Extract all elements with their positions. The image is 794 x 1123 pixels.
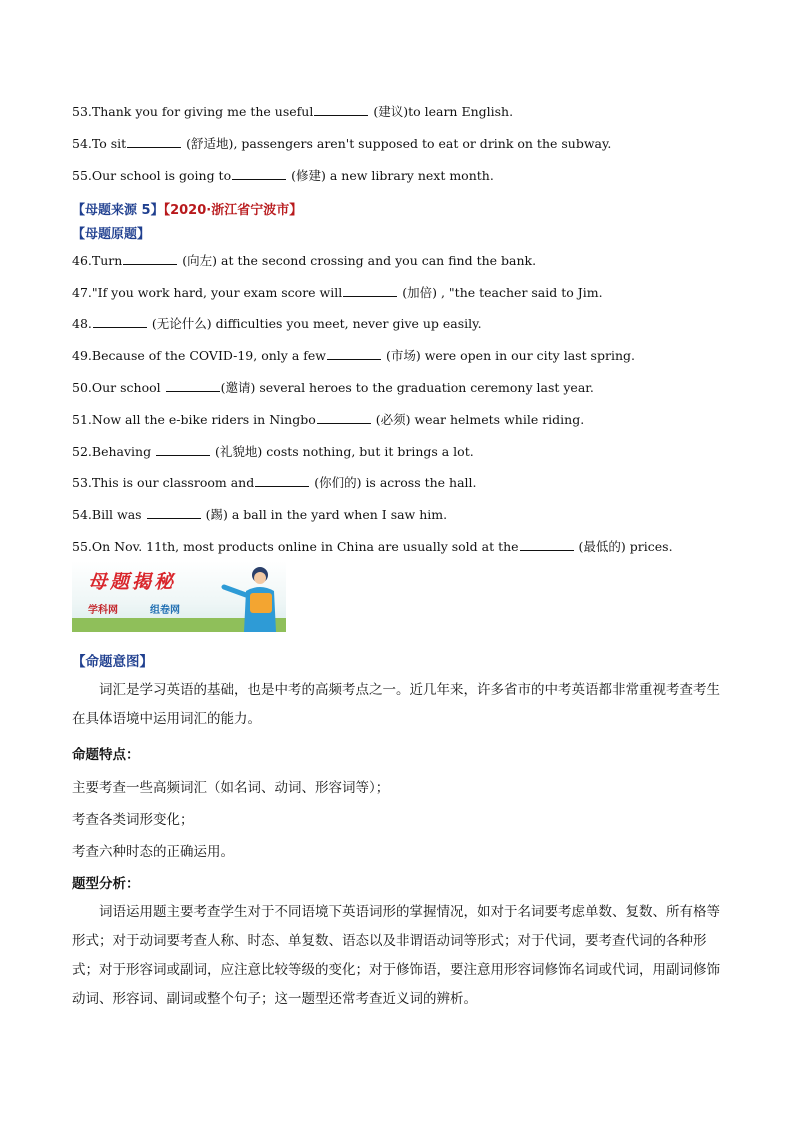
exercise-line: 52.Behaving (礼貌地) costs nothing, but it brings a lot.	[72, 444, 474, 459]
answer-blank[interactable]	[255, 474, 309, 487]
answer-blank[interactable]	[156, 443, 210, 456]
feature-item: 考查各类词形变化；	[72, 812, 194, 828]
exercise-line: 54.To sit (舒适地), passengers aren't supposed to eat or drink on the subway.	[72, 136, 612, 151]
answer-blank[interactable]	[123, 252, 177, 265]
answer-blank[interactable]	[343, 284, 397, 297]
answer-blank[interactable]	[520, 538, 574, 551]
answer-blank[interactable]	[147, 506, 201, 519]
intent-paragraph: 词汇是学习英语的基础，也是中考的高频考点之一。近几年来，许多省市的中考英语都非常重视考查考生在具体语境中运用词汇的能力。	[72, 682, 720, 727]
exercise-line: 53.This is our classroom and (你们的) is across the hall.	[72, 475, 477, 490]
analysis-heading: 题型分析：	[72, 876, 140, 892]
banner-image	[72, 561, 286, 632]
original-heading: 【母题原题】	[72, 227, 151, 242]
banner-title: 母题揭秘	[88, 571, 177, 593]
exercise-line: 50.Our school (邀请) several heroes to the graduation ceremony last year.	[72, 380, 594, 395]
analysis-paragraph: 词语运用题主要考查学生对于不同语境下英语词形的掌握情况，如对于名词要考虑单数、复数、所有格等形式；对于动词要考查人称、时态、单复数、语态以及非谓语动词等形式；对于代词，要考查代词的各种形式；对于形容词或副词，应注意比较等级的变化；对于修饰语，要注意用形容词修饰名词或代词，用副词修饰动词、形容词、副词或整个句子；这一题型还常考查近义词的辨析。	[72, 904, 720, 1007]
exercise-line: 55.Our school is going to (修建) a new library next month.	[72, 168, 494, 183]
teacher-figure-icon	[216, 561, 286, 632]
xkw-logo: 学科网	[88, 605, 118, 616]
answer-blank[interactable]	[127, 135, 181, 148]
source-heading: 【母题来源 5】【2020·浙江省宁波市】	[72, 203, 303, 218]
answer-blank[interactable]	[166, 379, 220, 392]
answer-blank[interactable]	[314, 103, 368, 116]
exercise-line: 48. (无论什么) difficulties you meet, never give up easily.	[72, 316, 482, 331]
exercise-line: 54.Bill was (踢) a ball in the yard when I saw him.	[72, 507, 448, 522]
answer-blank[interactable]	[327, 347, 381, 360]
features-heading: 命题特点：	[72, 747, 140, 763]
exercise-line: 51.Now all the e-bike riders in Ningbo (必须) wear helmets while riding.	[72, 412, 585, 427]
exercise-line: 46.Turn (向左) at the second crossing and you can find the bank.	[72, 253, 537, 268]
zjw-logo: 组卷网	[150, 605, 180, 616]
exercise-line: 49.Because of the COVID-19, only a few (市场) were open in our city last spring.	[72, 348, 635, 363]
intent-heading: 【命题意图】	[72, 654, 153, 670]
answer-blank[interactable]	[93, 315, 147, 328]
answer-blank[interactable]	[232, 167, 286, 180]
exercise-line: 47."If you work hard, your exam score will (加倍) , "the teacher said to Jim.	[72, 285, 603, 300]
exercise-line: 55.On Nov. 11th, most products online in China are usually sold at the (最低的) prices.	[72, 539, 673, 554]
feature-item: 主要考查一些高频词汇（如名词、动词、形容词等）；	[72, 780, 390, 796]
exercise-line: 53.Thank you for giving me the useful (建议)to learn English.	[72, 104, 514, 119]
feature-item: 考查六种时态的正确运用。	[72, 844, 234, 860]
answer-blank[interactable]	[317, 411, 371, 424]
